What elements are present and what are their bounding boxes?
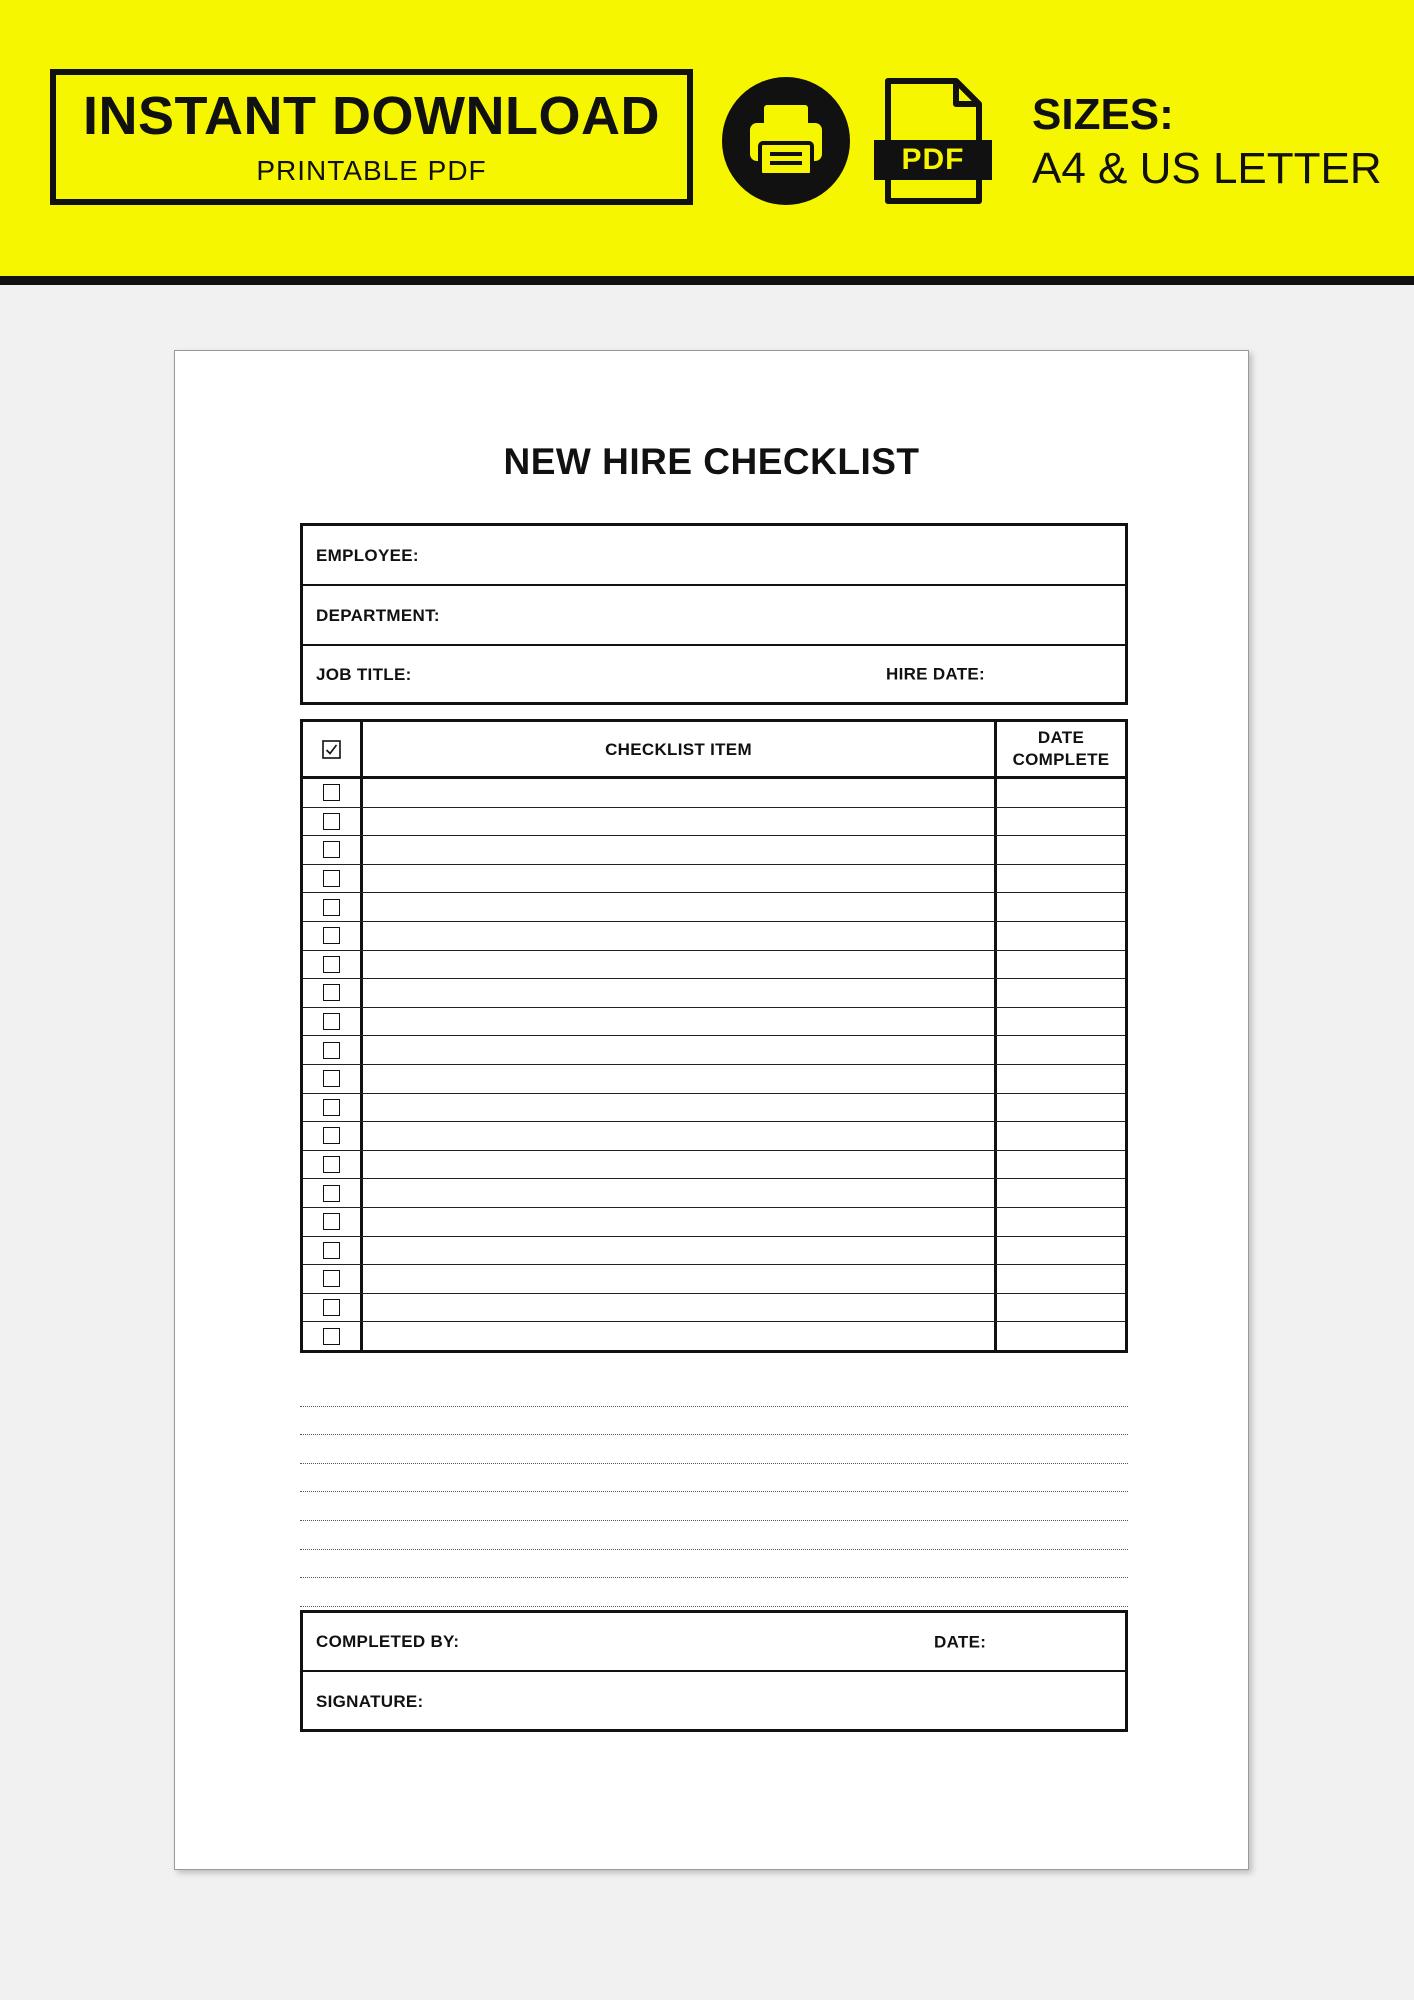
checkbox-cell — [303, 1208, 363, 1236]
download-title: INSTANT DOWNLOAD — [83, 86, 660, 146]
table-row — [303, 922, 1125, 951]
date-header-line1: DATE — [1037, 727, 1085, 747]
checkbox[interactable] — [323, 1042, 340, 1059]
checkbox-cell — [303, 1294, 363, 1322]
checked-box-icon — [322, 740, 341, 759]
date-complete-cell[interactable] — [997, 1036, 1125, 1064]
checkbox-cell — [303, 1036, 363, 1064]
checkbox[interactable] — [323, 813, 340, 830]
checkbox-cell — [303, 865, 363, 893]
checkbox[interactable] — [323, 841, 340, 858]
table-row — [303, 779, 1125, 808]
sign-off-box — [300, 1610, 1128, 1732]
checklist-item-cell[interactable] — [363, 779, 997, 807]
table-row — [303, 1294, 1125, 1323]
date-complete-cell[interactable] — [997, 1237, 1125, 1265]
date-complete-cell[interactable] — [997, 922, 1125, 950]
date-complete-cell[interactable] — [997, 1122, 1125, 1150]
checkbox[interactable] — [323, 1156, 340, 1173]
table-row — [303, 1036, 1125, 1065]
date-complete-cell[interactable] — [997, 893, 1125, 921]
checklist-item-cell[interactable] — [363, 836, 997, 864]
date-complete-cell[interactable] — [997, 865, 1125, 893]
checkbox[interactable] — [323, 1099, 340, 1116]
sizes-label: SIZES: — [1032, 90, 1174, 139]
table-row — [303, 893, 1125, 922]
date-complete-cell[interactable] — [997, 1065, 1125, 1093]
table-row — [303, 808, 1125, 837]
checkbox-cell — [303, 1237, 363, 1265]
checklist-item-cell[interactable] — [363, 979, 997, 1007]
checklist-item-cell[interactable] — [363, 1237, 997, 1265]
date-complete-cell[interactable] — [997, 808, 1125, 836]
note-line[interactable] — [300, 1435, 1128, 1464]
checkbox-cell — [303, 808, 363, 836]
completed-by-label: COMPLETED BY: — [316, 1632, 460, 1651]
job-title-field[interactable] — [303, 646, 1125, 702]
date-complete-cell[interactable] — [997, 1151, 1125, 1179]
table-row — [303, 865, 1125, 894]
printer-icon — [722, 77, 850, 205]
checkbox[interactable] — [323, 784, 340, 801]
table-row — [303, 1322, 1125, 1351]
note-line[interactable] — [300, 1378, 1128, 1407]
checkbox[interactable] — [323, 1070, 340, 1087]
checklist-item-cell[interactable] — [363, 1322, 997, 1351]
date-complete-cell[interactable] — [997, 1208, 1125, 1236]
note-line[interactable] — [300, 1521, 1128, 1550]
checkbox[interactable] — [323, 1185, 340, 1202]
note-line[interactable] — [300, 1407, 1128, 1436]
checkbox-cell — [303, 951, 363, 979]
date-complete-cell[interactable] — [997, 1265, 1125, 1293]
department-field[interactable] — [303, 586, 1125, 646]
date-complete-cell[interactable] — [997, 1294, 1125, 1322]
checkbox[interactable] — [323, 927, 340, 944]
checklist-item-cell[interactable] — [363, 1008, 997, 1036]
table-row — [303, 1237, 1125, 1266]
checkbox-cell — [303, 893, 363, 921]
checkbox-cell — [303, 1122, 363, 1150]
checklist-item-cell[interactable] — [363, 893, 997, 921]
date-complete-cell[interactable] — [997, 1094, 1125, 1122]
checklist-item-cell[interactable] — [363, 1179, 997, 1207]
checklist-item-cell[interactable] — [363, 1065, 997, 1093]
checkbox[interactable] — [323, 1270, 340, 1287]
pdf-file-icon — [872, 76, 994, 206]
checkbox[interactable] — [323, 984, 340, 1001]
date-complete-cell[interactable] — [997, 951, 1125, 979]
checklist-table — [300, 719, 1128, 1353]
checkbox-cell — [303, 1179, 363, 1207]
signature-field[interactable] — [303, 1672, 1125, 1731]
table-row — [303, 1094, 1125, 1123]
header-item-cell — [363, 722, 997, 776]
table-row — [303, 1008, 1125, 1037]
checklist-item-header: CHECKLIST ITEM — [605, 739, 752, 759]
date-complete-cell[interactable] — [997, 779, 1125, 807]
date-complete-cell[interactable] — [997, 979, 1125, 1007]
date-header-line2: COMPLETE — [1012, 750, 1110, 769]
date-complete-cell[interactable] — [997, 1008, 1125, 1036]
checklist-item-cell[interactable] — [363, 922, 997, 950]
checkbox[interactable] — [323, 870, 340, 887]
pdf-label: PDF — [901, 143, 965, 176]
checklist-item-cell[interactable] — [363, 1122, 997, 1150]
table-row — [303, 836, 1125, 865]
checklist-item-cell[interactable] — [363, 865, 997, 893]
checkbox-cell — [303, 922, 363, 950]
checkbox-cell — [303, 779, 363, 807]
document-page — [174, 350, 1249, 1870]
date-complete-cell[interactable] — [997, 836, 1125, 864]
checkbox[interactable] — [323, 899, 340, 916]
notes-lines[interactable] — [300, 1378, 1128, 1607]
hire-date-label: HIRE DATE: — [886, 664, 986, 684]
header-check-cell — [303, 722, 363, 776]
checklist-item-cell[interactable] — [363, 951, 997, 979]
checkbox[interactable] — [323, 1299, 340, 1316]
promo-banner — [0, 0, 1414, 276]
table-row — [303, 1265, 1125, 1294]
table-row — [303, 1151, 1125, 1180]
note-line[interactable] — [300, 1550, 1128, 1579]
download-subtitle: PRINTABLE PDF — [256, 155, 487, 186]
table-row — [303, 951, 1125, 980]
page-title: NEW HIRE CHECKLIST — [503, 441, 920, 482]
table-row — [303, 1208, 1125, 1237]
checkbox-cell — [303, 1065, 363, 1093]
checklist-item-cell[interactable] — [363, 1094, 997, 1122]
department-label: DEPARTMENT: — [316, 605, 440, 625]
checkbox-cell — [303, 1265, 363, 1293]
checkbox[interactable] — [323, 1013, 340, 1030]
checkbox-cell — [303, 1151, 363, 1179]
checklist-item-cell[interactable] — [363, 1036, 997, 1064]
checkbox-cell — [303, 836, 363, 864]
table-body — [303, 779, 1125, 1351]
table-row — [303, 1179, 1125, 1208]
table-row — [303, 979, 1125, 1008]
table-row — [303, 1065, 1125, 1094]
employee-label: EMPLOYEE: — [316, 545, 419, 565]
date-complete-cell[interactable] — [997, 1179, 1125, 1207]
date-complete-cell[interactable] — [997, 1322, 1125, 1351]
completed-by-field[interactable] — [303, 1613, 1125, 1672]
date-label: DATE: — [934, 1632, 987, 1651]
table-row — [303, 1122, 1125, 1151]
checkbox-cell — [303, 1008, 363, 1036]
checkbox-cell — [303, 979, 363, 1007]
checkbox[interactable] — [323, 1328, 340, 1345]
banner-divider — [0, 276, 1414, 285]
checkbox[interactable] — [323, 1127, 340, 1144]
note-line[interactable] — [300, 1492, 1128, 1521]
checklist-item-cell[interactable] — [363, 1294, 997, 1322]
checklist-item-cell[interactable] — [363, 1265, 997, 1293]
signature-label: SIGNATURE: — [316, 1692, 424, 1711]
checkbox[interactable] — [323, 1242, 340, 1259]
instant-download-box — [50, 69, 693, 205]
employee-info-box — [300, 523, 1128, 705]
header-date-cell — [997, 722, 1125, 776]
checkbox-cell — [303, 1094, 363, 1122]
checkbox-cell — [303, 1322, 363, 1351]
job-title-label: JOB TITLE: — [316, 664, 412, 684]
sizes-info — [1032, 90, 1382, 193]
note-line[interactable] — [300, 1578, 1128, 1607]
note-line[interactable] — [300, 1464, 1128, 1493]
checklist-item-cell[interactable] — [363, 1208, 997, 1236]
sizes-value: A4 & US LETTER — [1032, 144, 1382, 193]
table-header — [303, 722, 1125, 779]
employee-field[interactable] — [303, 526, 1125, 586]
checklist-item-cell[interactable] — [363, 808, 997, 836]
checkbox[interactable] — [323, 956, 340, 973]
checkbox[interactable] — [323, 1213, 340, 1230]
checklist-item-cell[interactable] — [363, 1151, 997, 1179]
